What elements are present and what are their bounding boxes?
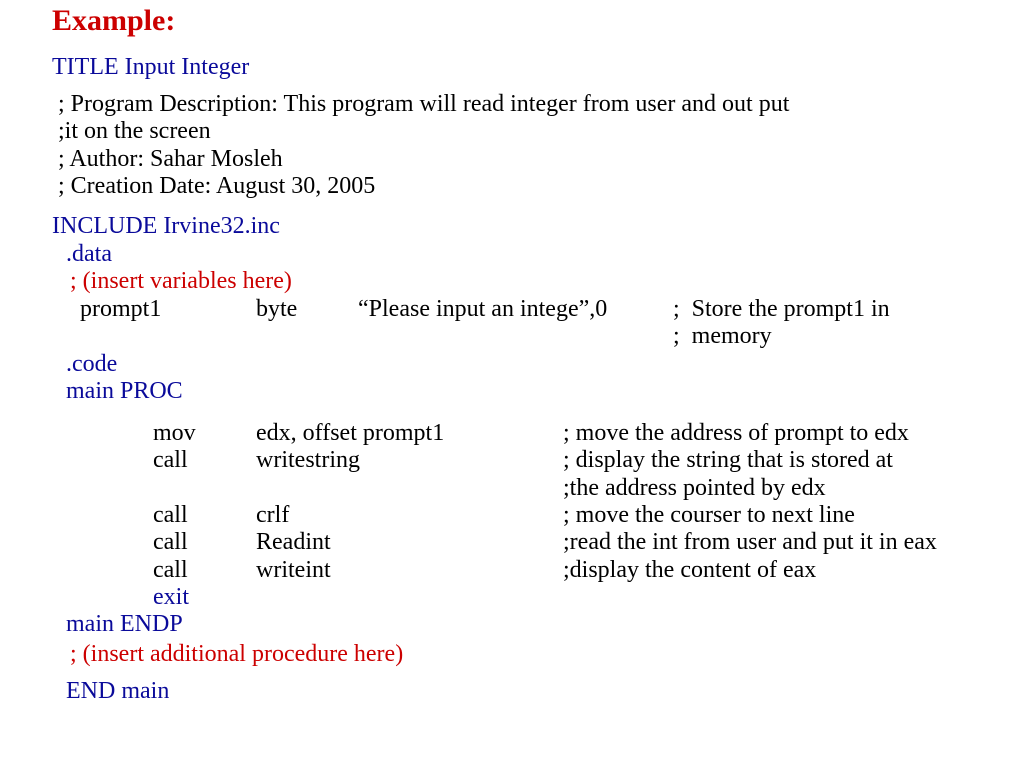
example-heading: Example: — [52, 4, 176, 37]
proc-start: main PROC — [66, 378, 183, 404]
data-directive: .data — [66, 241, 112, 267]
instruction-comment: ; move the courser to next line — [563, 502, 855, 528]
instruction-op: mov — [153, 420, 196, 446]
insert-variables-comment: ; (insert variables here) — [70, 268, 292, 294]
variable-init: “Please input an intege”,0 — [358, 296, 608, 322]
include-directive: INCLUDE Irvine32.inc — [52, 213, 280, 239]
end-directive: END main — [66, 678, 170, 704]
instruction-comment: ; display the string that is stored at — [563, 447, 893, 473]
instruction-comment: ;the address pointed by edx — [563, 475, 826, 501]
instruction-comment: ;read the int from user and put it in eax — [563, 529, 937, 555]
variable-name: prompt1 — [80, 296, 162, 322]
variable-type: byte — [256, 296, 298, 322]
proc-end: main ENDP — [66, 611, 183, 637]
code-directive: .code — [66, 351, 118, 377]
instruction-arg: edx, offset prompt1 — [256, 420, 445, 446]
instruction-op: call — [153, 529, 188, 555]
instruction-comment: ; move the address of prompt to edx — [563, 420, 909, 446]
instruction-arg: writeint — [256, 557, 331, 583]
instruction-comment: ;display the content of eax — [563, 557, 817, 583]
variable-comment-1: ; Store the prompt1 in — [673, 296, 890, 322]
instruction-arg: writestring — [256, 447, 360, 473]
variable-comment-2: ; memory — [673, 323, 772, 349]
insert-procedure-comment: ; (insert additional procedure here) — [70, 641, 404, 667]
instruction-arg: Readint — [256, 529, 331, 555]
exit-instruction: exit — [153, 584, 189, 610]
description-line-2: ;it on the screen — [58, 118, 211, 144]
instruction-op: call — [153, 502, 188, 528]
creation-date-line: ; Creation Date: August 30, 2005 — [58, 173, 376, 199]
instruction-op: call — [153, 557, 188, 583]
instruction-op: call — [153, 447, 188, 473]
title-directive: TITLE Input Integer — [52, 54, 250, 80]
author-line: ; Author: Sahar Mosleh — [58, 146, 283, 172]
description-line-1: ; Program Description: This program will read integer from user and out put — [58, 91, 790, 117]
instruction-arg: crlf — [256, 502, 290, 528]
